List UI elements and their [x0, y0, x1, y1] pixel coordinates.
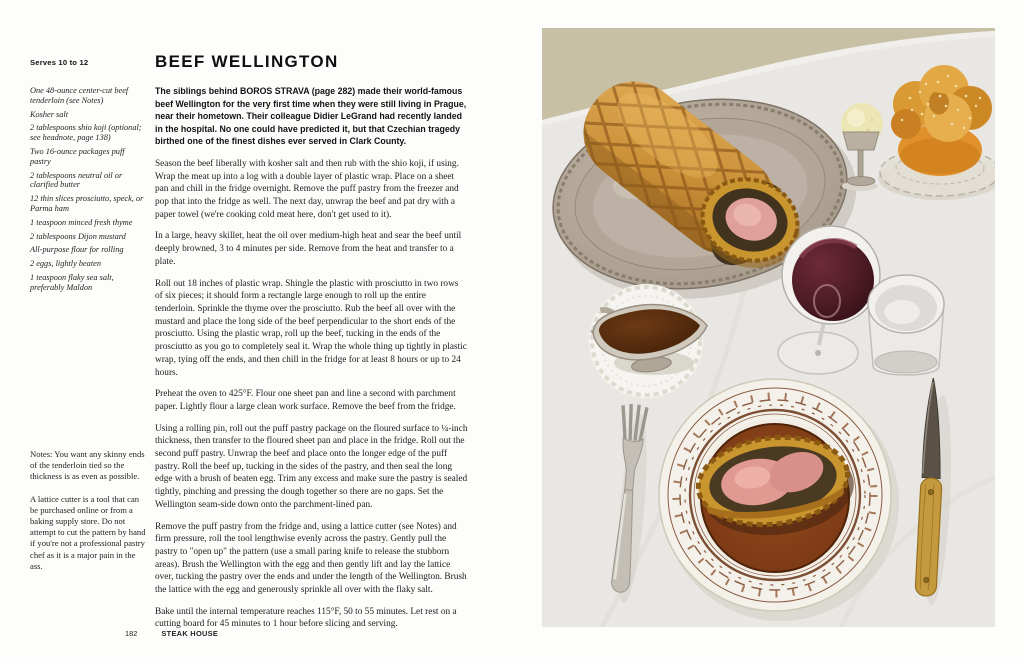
- ingredient-item: One 48-ounce center-cut beef tenderloin (see Notes): [30, 86, 129, 105]
- ingredient-item: Kosher salt: [30, 109, 69, 119]
- note-paragraph: Notes: You want any skinny ends of the tenderloin tied so the thickness is as even as possible.: [30, 449, 145, 482]
- recipe-step: Roll out 18 inches of plastic wrap. Shingle the plastic with prosciutto in two rows of six pieces; it should form a rectangle large enough to roll up the entire tenderloin. Sprinkle the thyme over the prosciutto. Rub the beef all over with the mustard and place the long side of the beef perpendicular to the short ends of the prosciutto. Using the plastic wrap, roll up the beef, tucking in the ends of the prosciutto as you go to completely seal it. Wrap the whole thing up tightly in plastic wrap, tying off the ends, and then chill in the fridge for at least 8 hours or up to 24 hours.: [155, 278, 467, 378]
- chapter-name: STEAK HOUSE: [161, 629, 219, 638]
- recipe-step: Remove the puff pastry from the fridge and, using a lattice cutter (see Notes) and firm pressure, roll the tool lengthwise evenly across the pastry. Gently pull the pastry to "open up" the pattern (use a small paring knife to release the stubborn areas). Brush the Wellington with the egg and then gently lift and lay the lattice over, tucking the pastry over the ends and under the length of the Wellington. Brush the lattice with the egg and generously sprinkle all over with the flaky salt.: [155, 521, 467, 596]
- recipe-title: BEEF WELLINGTON: [155, 52, 339, 71]
- note-paragraph: A lattice cutter is a tool that can be purchased online or from a baking supply store. Do not attempt to cut the pattern by hand if you're not a professional pastry chef as it is a major pain in the ass.: [30, 493, 146, 571]
- recipe-step: Bake until the internal temperature reaches 115°F, 50 to 55 minutes. Let rest on a cutting board for 45 minutes to 1 hour before slicing and serving.: [155, 606, 457, 630]
- ingredient-item: Two 16-ounce packages puff pastry: [30, 146, 125, 166]
- recipe-step: Using a rolling pin, roll out the puff pastry package on the floured surface to ¼-inch thickness, then transfer to the floured sheet pan and place in the fridge. Roll out the second puff pastry. Unwrap the beef and place onto the longer edge of the puff pastry. Roll the beef up, tucking in the sides of the pastry, and then seal the long edge with a brush of beaten egg. Trim any excess and make sure the pastry is sealed tightly, pinching and pressing the dough together so there are no gaps. Set the Wellington seam-side down onto the parchment-lined pan.: [155, 423, 468, 510]
- notes-block: [30, 449, 146, 583]
- water-glass: [868, 275, 944, 375]
- page-number: 182: [125, 629, 138, 638]
- food-photograph: [542, 28, 995, 627]
- recipe-step: In a large, heavy skillet, heat the oil over medium-high heat and sear the beef until deeply browned, 3 to 4 minutes per side. Remove from the heat and transfer to a plate.: [155, 231, 462, 267]
- recipe-body: [155, 52, 468, 640]
- ingredient-item: 2 tablespoons Dijon mustard: [30, 231, 126, 241]
- recipe-step: Season the beef liberally with kosher salt and then rub with the shio koji, if using. Wrap the meat up into a log with a double layer of plastic wrap. Place on a sheet pan and chill in the fridge overnight. Remove the puff pastry from the freezer and pop that into the fridge as well. The next day, unwrap the beef and pat dry with a paper towel (we're cooking cold meat here, don't get used to it).: [155, 158, 459, 220]
- ingredient-item: 2 tablespoons neutral oil or clarified butter: [30, 170, 123, 190]
- ingredient-item: 2 eggs, lightly beaten: [30, 259, 101, 269]
- ingredient-item: 2 tablespoons shio koji (optional; see headnote, page 138): [30, 123, 142, 143]
- ingredients-sidebar: [30, 58, 144, 297]
- ingredient-item: All-purpose flour for rolling: [30, 245, 124, 255]
- ingredient-item: 12 thin slices prosciutto, speck, or Parma ham: [30, 194, 144, 213]
- recipe-headnote: The siblings behind BOROS STRAVA (page 282) made their world-famous beef Wellington for the very first time when they were still living in Prague, near their hometown. Their colleague Didier LeGrand had recently landed in the hospital. No one could have predicted it, but that Czechian tragedy birthed one of the finest dishes ever served in Clark County.: [155, 86, 467, 147]
- ingredient-item: 1 teaspoon flaky sea salt, preferably Maldon: [30, 272, 114, 292]
- serves-label: Serves 10 to 12: [30, 58, 89, 67]
- recipe-step: Preheat the oven to 425°F. Flour one sheet pan and line a second with parchment paper. Lightly flour a large clean work surface. Remove the beef from the fridge.: [155, 389, 456, 412]
- page-footer: [125, 629, 218, 638]
- ingredient-item: 1 teaspoon minced fresh thyme: [30, 217, 133, 227]
